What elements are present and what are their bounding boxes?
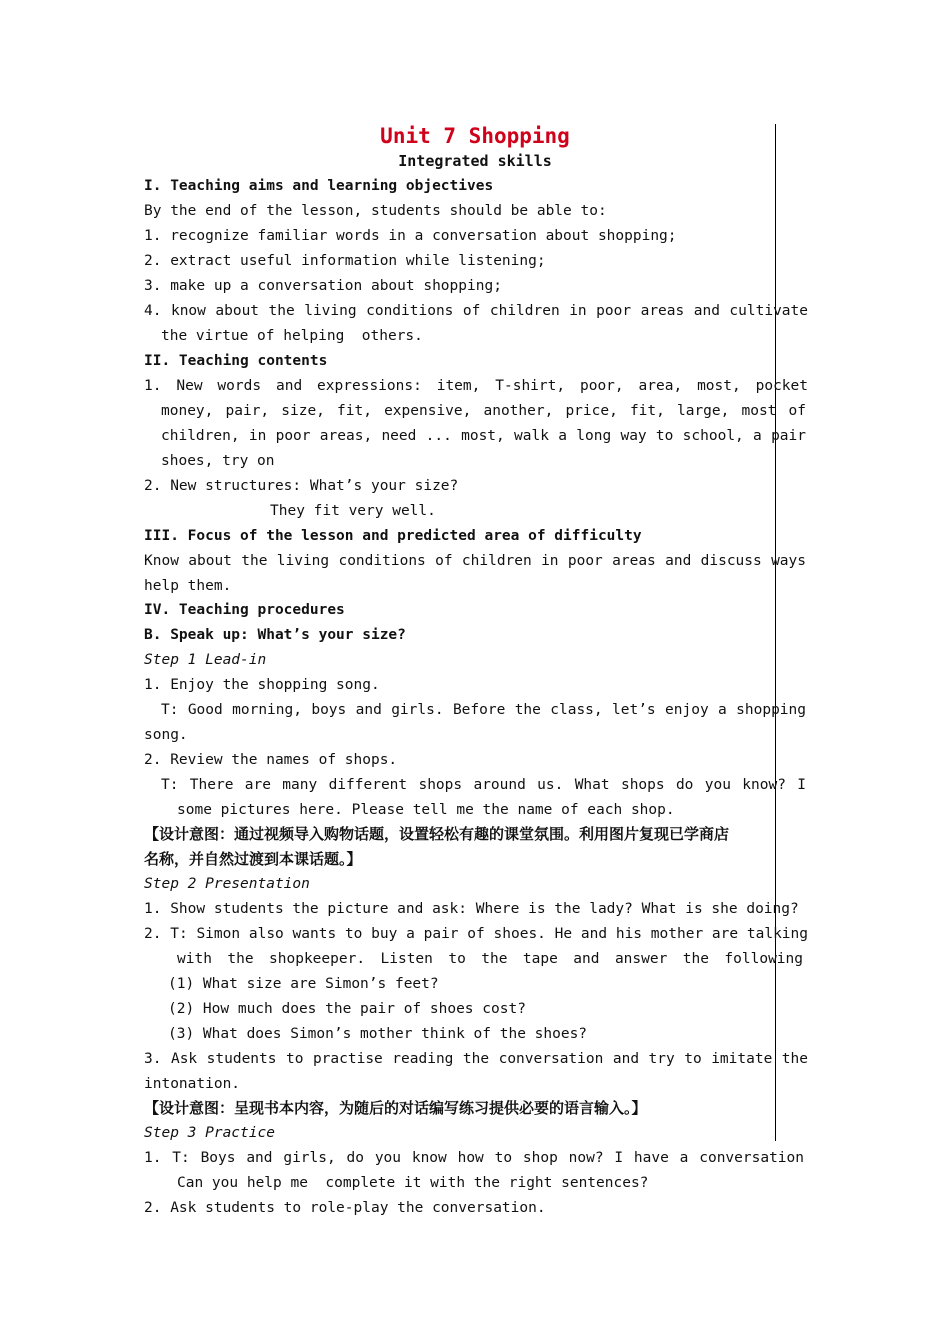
section-heading: III. Focus of the lesson and predicted area of difficulty	[144, 528, 642, 544]
list-item: 1. Enjoy the shopping song.	[144, 677, 380, 693]
list-item: 2. Ask students to role-play the conversation.	[144, 1200, 546, 1216]
step-heading: Step 1 Lead-in	[144, 652, 267, 668]
text-line: children, in poor areas, need ... most, walk a long way to school, a pair	[161, 428, 806, 444]
list-item: 2. Review the names of shops.	[144, 752, 398, 768]
text-line: Know about the living conditions of children in poor areas and discuss ways	[144, 553, 806, 569]
text-line: T: There are many different shops around us. What shops do you know? I	[161, 777, 806, 793]
text-line: They fit very well.	[270, 503, 436, 519]
page-subtitle: Integrated skills	[398, 152, 552, 170]
text-line: some pictures here. Please tell me the name of each shop.	[177, 802, 675, 818]
list-item: 3. Ask students to practise reading the conversation and try to imitate the	[144, 1051, 808, 1067]
design-note: 名称，并自然过渡到本课话题。】	[144, 850, 362, 868]
list-item: 1. Show students the picture and ask: Where is the lady? What is she doing?	[144, 901, 799, 917]
design-note: 【设计意图：呈现书本内容，为随后的对话编写练习提供必要的语言输入。】	[144, 1099, 647, 1117]
design-note: 【设计意图：通过视频导入购物话题，设置轻松有趣的课堂氛围。利用图片复现已学商店	[144, 825, 730, 843]
list-item: 1. T: Boys and girls, do you know how to shop now? I have a conversation	[144, 1150, 804, 1166]
list-item: 2. extract useful information while listening;	[144, 253, 546, 269]
list-item: 4. know about the living conditions of children in poor areas and cultivate	[144, 303, 808, 319]
section-heading: II. Teaching contents	[144, 353, 328, 369]
text-line: help them.	[144, 578, 232, 594]
text-line: intonation.	[144, 1076, 241, 1092]
text-line: T: Good morning, boys and girls. Before the class, let’s enjoy a shopping	[161, 702, 806, 718]
text-line: shoes, try on	[161, 453, 275, 469]
text-line: the virtue of helping others.	[161, 328, 423, 344]
question-item: (3) What does Simon’s mother think of the shoes?	[168, 1026, 588, 1042]
page-title: Unit 7 Shopping	[380, 124, 570, 148]
section-heading: B. Speak up: What’s your size?	[144, 627, 406, 643]
list-item: 1. recognize familiar words in a conversation about shopping;	[144, 228, 677, 244]
section-heading: I. Teaching aims and learning objectives	[144, 178, 494, 194]
step-heading: Step 3 Practice	[144, 1125, 275, 1141]
list-item: 1. New words and expressions: item, T-shirt, poor, area, most, pocket	[144, 378, 808, 394]
section-heading: IV. Teaching procedures	[144, 602, 345, 618]
text-line: song.	[144, 727, 188, 743]
question-item: (1) What size are Simon’s feet?	[168, 976, 439, 992]
step-heading: Step 2 Presentation	[144, 876, 310, 892]
list-item: 2. New structures: What’s your size?	[144, 478, 459, 494]
text-line: with the shopkeeper. Listen to the tape and answer the following	[177, 951, 803, 967]
text-line: money, pair, size, fit, expensive, another, price, fit, large, most of	[161, 403, 806, 419]
text-line: By the end of the lesson, students should be able to:	[144, 203, 607, 219]
text-line: Can you help me complete it with the right sentences?	[177, 1175, 649, 1191]
question-item: (2) How much does the pair of shoes cost?	[168, 1001, 526, 1017]
list-item: 2. T: Simon also wants to buy a pair of shoes. He and his mother are talking	[144, 926, 808, 942]
list-item: 3. make up a conversation about shopping;	[144, 278, 502, 294]
